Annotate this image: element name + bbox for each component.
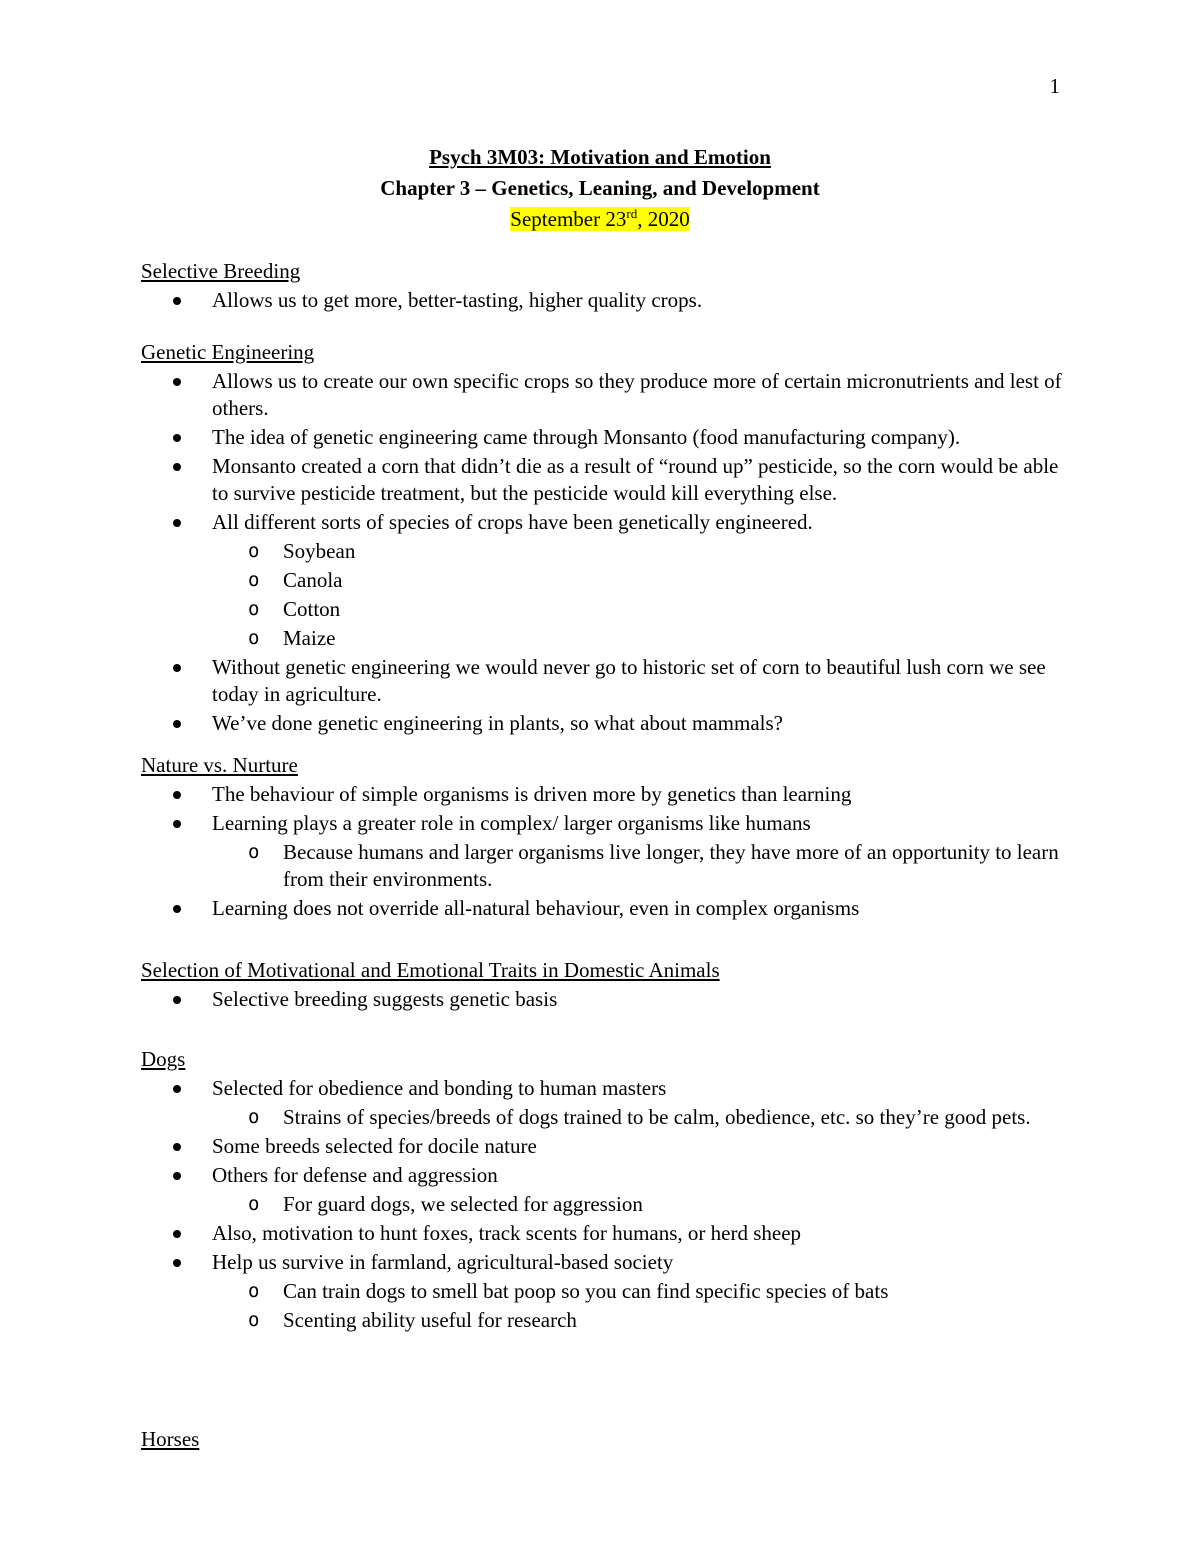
item-text: Allows us to get more, better-tasting, higher quality crops. — [212, 288, 703, 312]
bullet-icon — [173, 1172, 181, 1180]
circle-bullet-icon: o — [248, 1106, 260, 1128]
date-highlight — [510, 207, 689, 231]
bullet-icon — [173, 720, 181, 728]
item-text: We’ve done genetic engineering in plants, so what about mammals? — [212, 711, 783, 735]
bullet-icon — [173, 791, 181, 799]
item-text: All different sorts of species of crops have been genetically engineered. — [212, 510, 813, 534]
sub-list-item — [141, 1307, 1071, 1334]
list-item — [141, 424, 1071, 451]
bullet-icon — [173, 1143, 181, 1151]
bullet-icon — [173, 519, 181, 527]
bullet-icon — [173, 434, 181, 442]
list-item — [141, 1249, 1071, 1334]
date-superscript: rd — [626, 206, 638, 221]
sub-list-item — [141, 596, 1071, 623]
list-item — [141, 1075, 1071, 1131]
sub-item-text: Soybean — [283, 539, 356, 563]
date-suffix: , 2020 — [637, 207, 690, 231]
list-item — [141, 895, 1071, 922]
sub-list-item — [141, 839, 1071, 893]
bullet-icon — [173, 1085, 181, 1093]
circle-bullet-icon: o — [248, 1193, 260, 1215]
item-text: The behaviour of simple organisms is driven more by genetics than learning — [212, 782, 852, 806]
circle-bullet-icon: o — [248, 598, 260, 620]
list-item — [141, 509, 1071, 652]
course-title: Psych 3M03: Motivation and Emotion — [429, 145, 771, 169]
bullet-list — [141, 1075, 1071, 1334]
sub-item-text: For guard dogs, we selected for aggression — [283, 1192, 643, 1216]
item-text: Selected for obedience and bonding to human masters — [212, 1076, 667, 1100]
item-text: Selective breeding suggests genetic basis — [212, 987, 558, 1011]
sub-item-text: Canola — [283, 568, 343, 592]
list-item — [141, 368, 1071, 422]
list-item — [141, 1133, 1071, 1160]
section-heading: Dogs — [141, 1047, 186, 1071]
sub-list — [212, 839, 1071, 893]
sub-item-text: Can train dogs to smell bat poop so you can find specific species of bats — [283, 1279, 889, 1303]
sub-list — [212, 538, 1071, 652]
section-nature-vs-nurture — [141, 752, 1071, 922]
sub-item-text: Strains of species/breeds of dogs trained to be calm, obedience, etc. so they’re good pets. — [283, 1105, 1031, 1129]
circle-bullet-icon: o — [248, 540, 260, 562]
list-item — [141, 453, 1071, 507]
list-item — [141, 986, 1071, 1013]
list-item — [141, 781, 1071, 808]
bullet-icon — [173, 1230, 181, 1238]
item-text: Learning plays a greater role in complex/ larger organisms like humans — [212, 811, 811, 835]
item-text: The idea of genetic engineering came through Monsanto (food manufacturing company). — [212, 425, 961, 449]
bullet-list — [141, 781, 1071, 922]
circle-bullet-icon: o — [248, 627, 260, 649]
bullet-icon — [173, 905, 181, 913]
item-text: Without genetic engineering we would never go to historic set of corn to beautiful lush corn we see today in agriculture. — [212, 655, 1046, 706]
sub-list — [212, 1191, 1071, 1218]
section-heading: Genetic Engineering — [141, 340, 315, 364]
section-heading: Selective Breeding — [141, 259, 301, 283]
chapter-title: Chapter 3 – Genetics, Leaning, and Development — [380, 176, 820, 200]
list-item — [141, 1220, 1071, 1247]
section-dogs — [141, 1046, 1071, 1334]
section-motivational-traits — [141, 957, 1071, 1013]
sub-item-text: Cotton — [283, 597, 341, 621]
sub-list-item — [141, 538, 1071, 565]
sub-item-text: Because humans and larger organisms live longer, they have more of an opportunity to learn from their environments. — [283, 840, 1059, 891]
circle-bullet-icon: o — [248, 1280, 260, 1302]
bullet-list — [141, 986, 1071, 1013]
sub-list-item — [141, 625, 1071, 652]
item-text: Also, motivation to hunt foxes, track scents for humans, or herd sheep — [212, 1221, 802, 1245]
section-heading: Horses — [141, 1427, 200, 1451]
item-text: Learning does not override all-natural behaviour, even in complex organisms — [212, 896, 860, 920]
page-number: 1 — [1049, 74, 1060, 98]
item-text: Others for defense and aggression — [212, 1163, 498, 1187]
item-text: Monsanto created a corn that didn’t die as a result of “round up” pesticide, so the corn would be able to survive pesticide treatment, but the pesticide would kill everything else. — [212, 454, 1059, 505]
item-text: Some breeds selected for docile nature — [212, 1134, 537, 1158]
list-item — [141, 287, 1071, 314]
bullet-list — [141, 368, 1071, 737]
bullet-icon — [173, 820, 181, 828]
bullet-icon — [173, 463, 181, 471]
list-item — [141, 710, 1071, 737]
bullet-icon — [173, 1259, 181, 1267]
section-selective-breeding — [141, 258, 1071, 314]
sub-item-text: Scenting ability useful for research — [283, 1308, 577, 1332]
document-header — [0, 142, 1200, 235]
bullet-icon — [173, 378, 181, 386]
bullet-icon — [173, 996, 181, 1004]
date-prefix: September 23 — [510, 207, 627, 231]
section-heading: Nature vs. Nurture — [141, 753, 298, 777]
section-genetic-engineering — [141, 339, 1071, 737]
circle-bullet-icon: o — [248, 841, 260, 863]
item-text: Help us survive in farmland, agricultural-based society — [212, 1250, 674, 1274]
sub-list-item — [141, 1191, 1071, 1218]
sub-list — [212, 1104, 1071, 1131]
section-horses — [141, 1426, 1071, 1453]
bullet-list — [141, 287, 1071, 314]
sub-list-item — [141, 1278, 1071, 1305]
sub-list-item — [141, 567, 1071, 594]
sub-list — [212, 1278, 1071, 1334]
bullet-icon — [173, 297, 181, 305]
list-item — [141, 810, 1071, 893]
section-heading: Selection of Motivational and Emotional Traits in Domestic Animals — [141, 958, 720, 982]
sub-list-item — [141, 1104, 1071, 1131]
list-item — [141, 1162, 1071, 1218]
sub-item-text: Maize — [283, 626, 336, 650]
item-text: Allows us to create our own specific crops so they produce more of certain micronutrients and lest of others. — [212, 369, 1062, 420]
list-item — [141, 654, 1071, 708]
lecture-date — [0, 204, 1200, 235]
circle-bullet-icon: o — [248, 569, 260, 591]
circle-bullet-icon: o — [248, 1309, 260, 1331]
bullet-icon — [173, 664, 181, 672]
